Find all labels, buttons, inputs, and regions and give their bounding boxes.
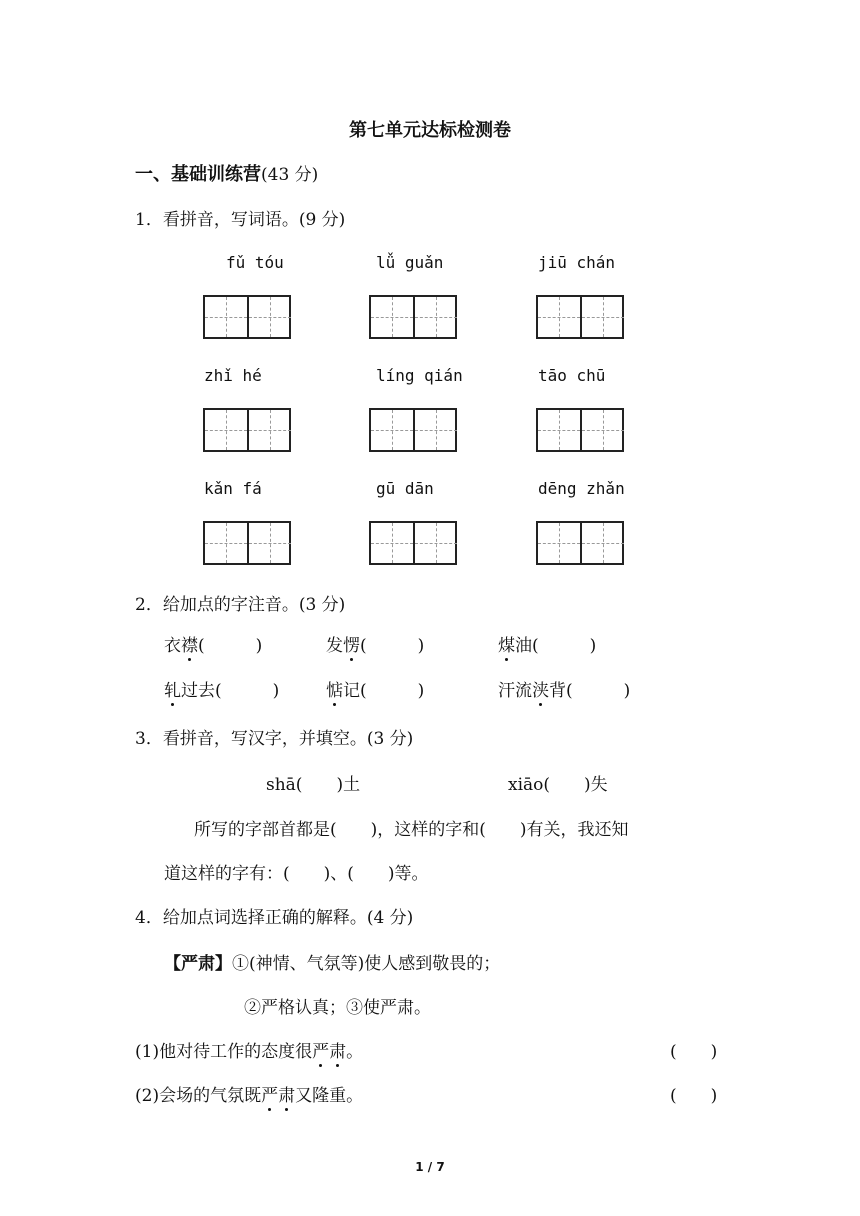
definition-line: 【严肃】①(神情、气氛等)使人感到敬畏的； (164, 954, 501, 974)
writing-grid[interactable] (203, 521, 291, 565)
phonetic-item: 发愣( ) (326, 631, 424, 656)
section-heading (135, 160, 318, 186)
question-1-prompt: 1．看拼音，写词语。(9 分) (135, 210, 346, 230)
writing-grid[interactable] (536, 521, 624, 565)
fill-line: 道这样的字有：( )、( )等。 (164, 864, 429, 884)
dotted-char: 轧 (164, 676, 181, 701)
page-number: 1 / 7 (415, 1160, 445, 1174)
question-2-prompt: 2．给加点的字注音。(3 分) (135, 595, 346, 615)
definition-line: ②严格认真；③使严肃。 (244, 998, 431, 1018)
question-3-prompt: 3．看拼音，写汉字，并填空。(3 分) (135, 729, 414, 749)
question-4-prompt: 4．给加点词选择正确的解释。(4 分) (135, 908, 414, 928)
dotted-char: 襟 (181, 631, 198, 656)
writing-grid[interactable] (203, 408, 291, 452)
pinyin-fill-item: xiāo( )失 (508, 775, 608, 795)
section-label: 一、基础训练营 (135, 164, 261, 185)
writing-grid[interactable] (536, 408, 624, 452)
term-label: 【严肃】 (164, 954, 232, 974)
answer-bracket[interactable]: ( ) (670, 1042, 718, 1062)
phonetic-item: 轧过去( ) (164, 676, 279, 701)
pinyin-label: gū dān (376, 479, 434, 498)
writing-grid[interactable] (203, 295, 291, 339)
pinyin-label: líng qián (376, 366, 463, 385)
dotted-char: 愣 (343, 631, 360, 656)
pinyin-label: kǎn fá (204, 479, 262, 498)
sentence-item: (1)他对待工作的态度很严肃。 (135, 1037, 363, 1062)
section-points: (43 分) (261, 165, 319, 185)
pinyin-label: dēng zhǎn (538, 479, 625, 498)
writing-grid[interactable] (369, 295, 457, 339)
pinyin-fill-item: shā( )土 (266, 775, 361, 795)
writing-grid[interactable] (369, 521, 457, 565)
page-title: 第七单元达标检测卷 (349, 120, 511, 141)
phonetic-item: 煤油( ) (498, 631, 596, 656)
phonetic-item: 惦记( ) (326, 676, 424, 701)
writing-grid[interactable] (369, 408, 457, 452)
dotted-char: 煤 (498, 631, 515, 656)
pinyin-label: lǚ guǎn (376, 253, 444, 272)
pinyin-label: jiū chán (538, 253, 616, 272)
fill-line: 所写的字部首都是( )，这样的字和( )有关，我还知 (194, 820, 629, 840)
writing-grid[interactable] (536, 295, 624, 339)
pinyin-label: tāo chū (538, 366, 606, 385)
dotted-char: 惦 (326, 676, 343, 701)
answer-bracket[interactable]: ( ) (670, 1086, 718, 1106)
sentence-item: (2)会场的气氛既严肃又隆重。 (135, 1081, 363, 1106)
phonetic-item: 汗流浃背( ) (498, 676, 630, 701)
dotted-char: 浃 (532, 676, 549, 701)
pinyin-label: zhǐ hé (204, 366, 262, 385)
phonetic-item: 衣襟( ) (164, 631, 262, 656)
pinyin-label: fǔ tóu (226, 253, 284, 272)
